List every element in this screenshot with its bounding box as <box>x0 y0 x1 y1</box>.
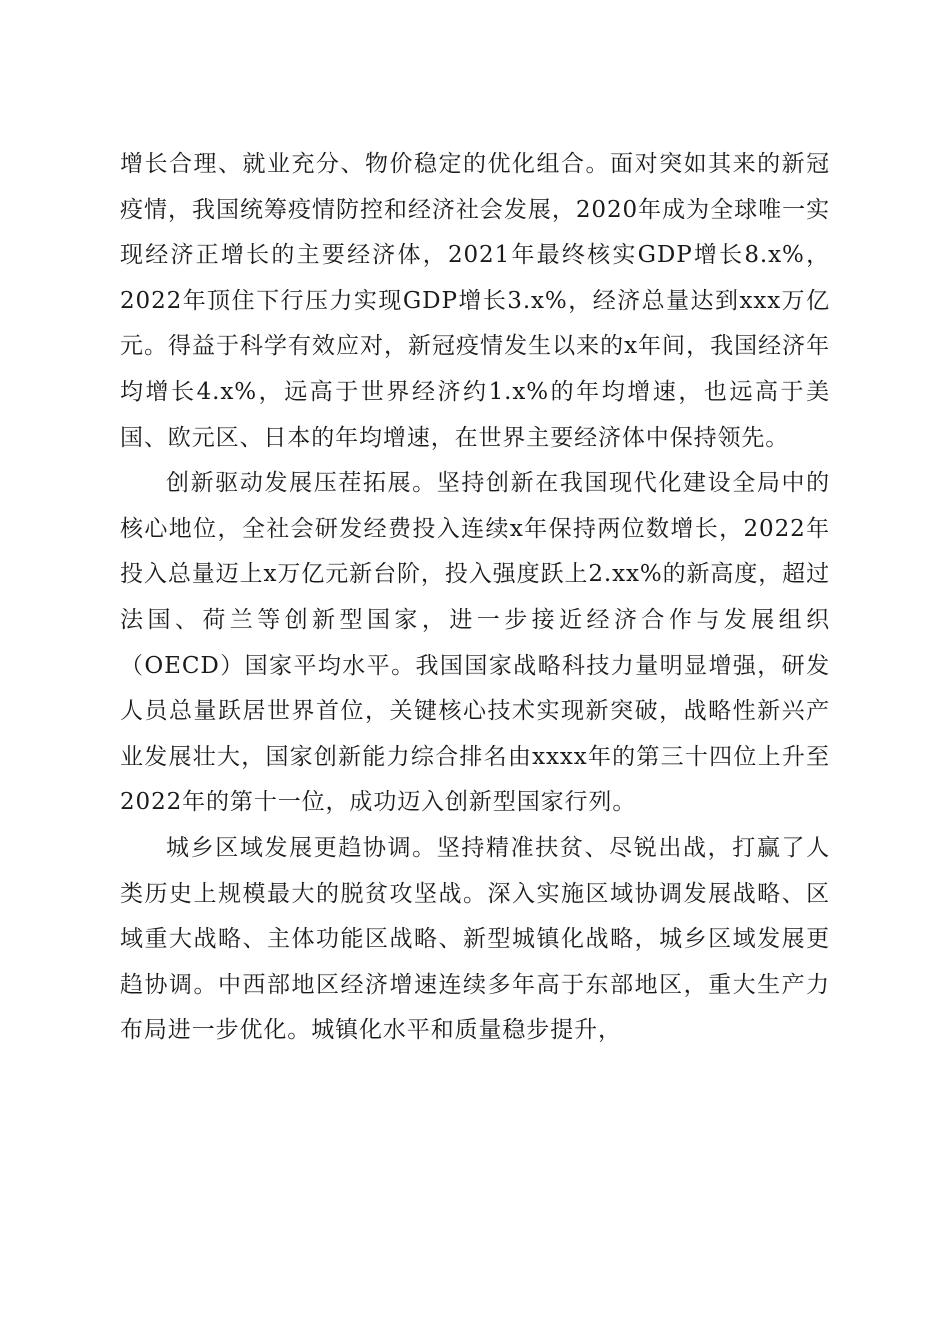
paragraph-regional-development: 城乡区域发展更趋协调。坚持精准扶贫、尽锐出战，打赢了人类历史上规模最大的脱贫攻坚战。深入实施区域协调发展战略、区域重大战略、主体功能区战略、新型城镇化战略，城乡区域发展更趋协调。中西部地区经济增速连续多年高于东部地区，重大生产力布局进一步优化。城镇化水平和质量稳步提升， <box>120 834 830 1044</box>
body-text <box>120 142 830 1054</box>
paragraph-innovation: 创新驱动发展压茬拓展。坚持创新在我国现代化建设全局中的核心地位，全社会研发经费投入连续x年保持两位数增长，2022年投入总量迈上x万亿元新台阶，投入强度跃上2.xx%的新高度，超过法国、荷兰等创新型国家，进一步接近经济合作与发展组织（OECD）国家平均水平。我国国家战略科技力量明显增强，研发人员总量跃居世界首位，关键核心技术实现新突破，战略性新兴产业发展壮大，国家创新能力综合排名由xxxx年的第三十四位上升至2022年的第十一位，成功迈入创新型国家行列。 <box>120 470 830 816</box>
paragraph-growth-summary: 增长合理、就业充分、物价稳定的优化组合。面对突如其来的新冠疫情，我国统筹疫情防控和经济社会发展，2020年成为全球唯一实现经济正增长的主要经济体，2021年最终核实GDP增长8.x%，2022年顶住下行压力实现GDP增长3.x%，经济总量达到xxx万亿元。得益于科学有效应对，新冠疫情发生以来的x年间，我国经济年均增长4.x%，远高于世界经济约1.x%的年均增速，也远高于美国、欧元区、日本的年均增速，在世界主要经济体中保持领先。 <box>120 151 830 451</box>
